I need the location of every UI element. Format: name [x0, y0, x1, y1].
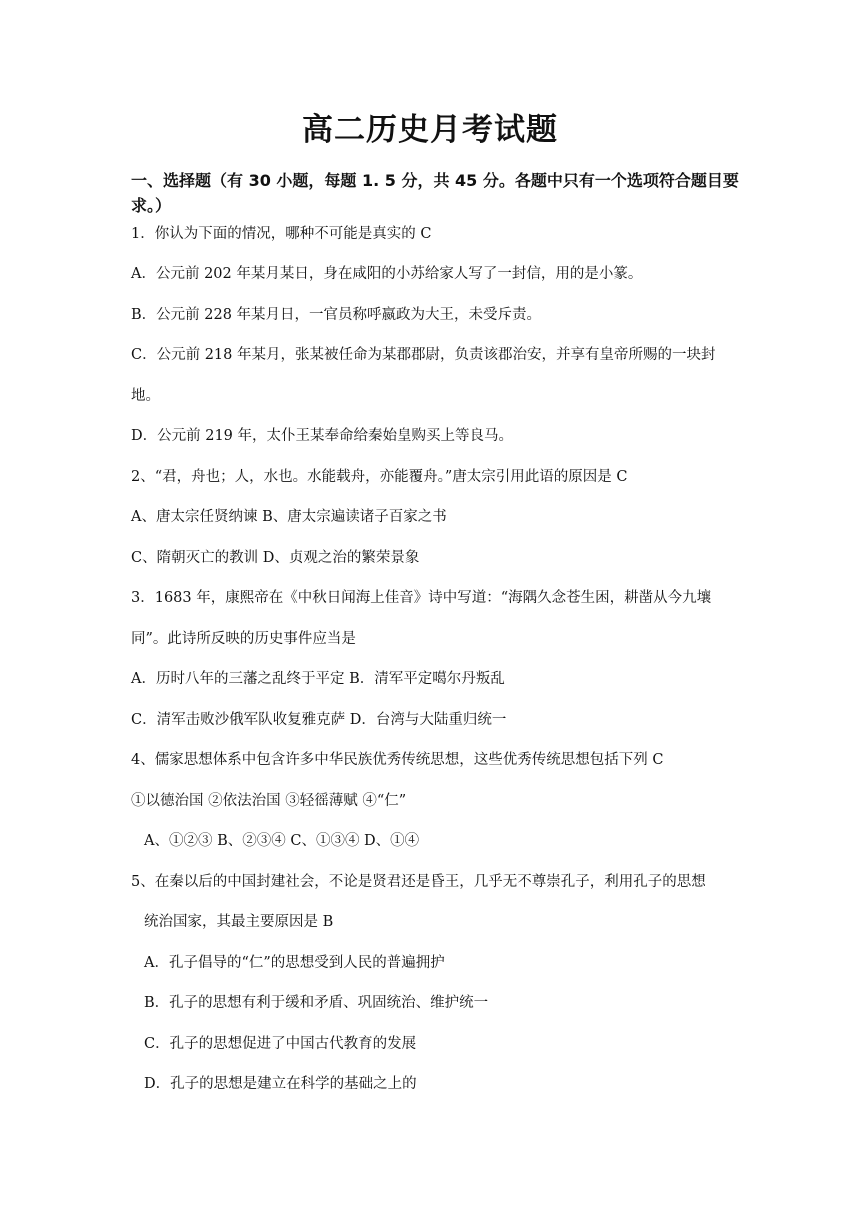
question-3-options-cd: C．清军击败沙俄军队收复雅克萨 D．台湾与大陆重归统一: [131, 712, 507, 728]
document-title: 高二历史月考试题: [302, 112, 558, 148]
question-5-option-a: A．孔子倡导的“仁”的思想受到人民的普遍拥护: [144, 955, 445, 971]
question-1-option-c-continued: 地。: [131, 388, 160, 404]
question-1-option-a: A．公元前 202 年某月某日，身在咸阳的小苏给家人写了一封信，用的是小篆。: [131, 266, 643, 282]
question-1-stem: 1．你认为下面的情况，哪种不可能是真实的 C: [131, 226, 432, 242]
question-5-option-c: C．孔子的思想促进了中国古代教育的发展: [144, 1036, 417, 1052]
question-2-options-cd: C、隋朝灭亡的教训 D、贞观之治的繁荣景象: [131, 550, 420, 566]
question-5-stem: 5、在秦以后的中国封建社会，不论是贤君还是昏王，几乎无不尊崇孔子，利用孔子的思想: [131, 874, 706, 890]
question-4-options: A、①②③ B、②③④ C、①③④ D、①④: [144, 833, 420, 849]
question-5-stem-continued: 统治国家，其最主要原因是 B: [144, 914, 334, 930]
question-1-option-b: B．公元前 228 年某月日，一官员称呼嬴政为大王，未受斥责。: [131, 307, 542, 323]
question-3-options-ab: A．历时八年的三藩之乱终于平定 B．清军平定噶尔丹叛乱: [131, 671, 505, 687]
question-1-option-d: D．公元前 219 年，太仆王某奉命给秦始皇购买上等良马。: [131, 428, 514, 444]
question-2-stem: 2、“君，舟也；人，水也。水能载舟，亦能覆舟。”唐太宗引用此语的原因是 C: [131, 469, 628, 485]
section-heading: 一、选择题（有 30 小题，每题 1. 5 分，共 45 分。各题中只有一个选项符合题目要求。）: [131, 171, 739, 215]
question-5-option-d: D．孔子的思想是建立在科学的基础之上的: [144, 1076, 417, 1092]
question-3-stem: 3．1683 年，康熙帝在《中秋日闻海上佳音》诗中写道：“海隅久念苍生困，耕凿从今九壤: [131, 590, 712, 606]
question-4-statements: ①以德治国 ②依法治国 ③轻徭薄赋 ④“仁”: [131, 793, 407, 809]
question-2-options-ab: A、唐太宗任贤纳谏 B、唐太宗遍读诸子百家之书: [131, 509, 447, 525]
question-5-option-b: B．孔子的思想有利于缓和矛盾、巩固统治、维护统一: [144, 995, 489, 1011]
question-1-option-c: C．公元前 218 年某月，张某被任命为某郡郡尉，负责该郡治安，并享有皇帝所赐的一块封: [131, 347, 716, 363]
question-3-stem-continued: 同”。此诗所反映的历史事件应当是: [131, 631, 356, 647]
question-4-stem: 4、儒家思想体系中包含许多中华民族优秀传统思想，这些优秀传统思想包括下列 C: [131, 752, 664, 768]
